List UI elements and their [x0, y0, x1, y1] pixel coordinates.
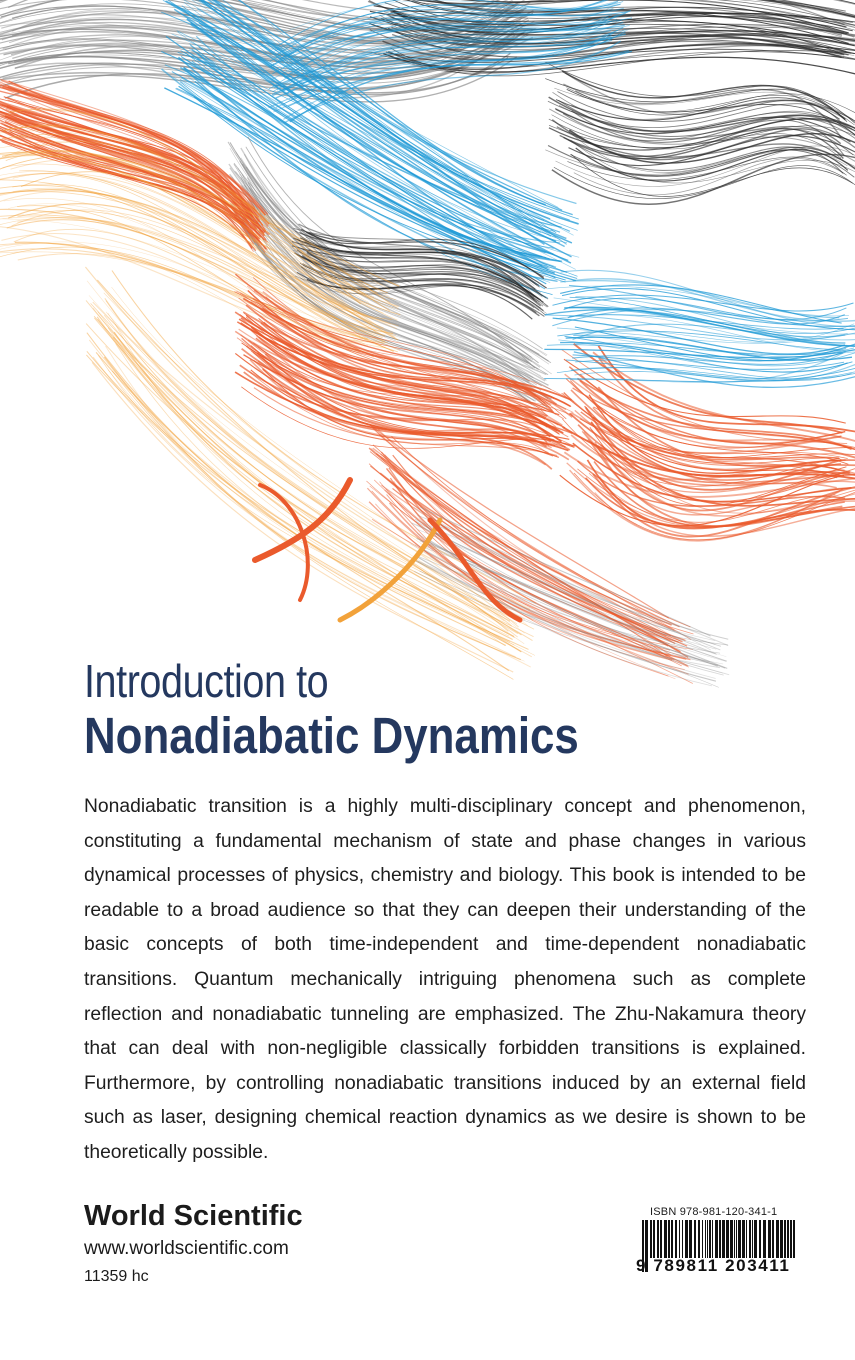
- barcode-bar: [682, 1220, 683, 1258]
- barcode-bar: [653, 1220, 655, 1258]
- barcode-bar: [790, 1220, 792, 1258]
- barcode-bar: [746, 1220, 747, 1258]
- publisher-name: World Scientific: [84, 1200, 303, 1232]
- isbn-label: ISBN 978-981-120-341-1: [650, 1206, 778, 1218]
- barcode-bar: [784, 1220, 786, 1258]
- barcode-bar: [705, 1220, 706, 1258]
- publisher-website: www.worldscientific.com: [84, 1238, 289, 1259]
- barcode-bar: [668, 1220, 670, 1258]
- barcode-bar: [715, 1220, 718, 1258]
- barcode-bar: [660, 1220, 662, 1258]
- barcode-bar: [726, 1220, 729, 1258]
- barcode-bar: [776, 1220, 779, 1258]
- barcode-bar: [734, 1220, 735, 1258]
- barcode-bar: [736, 1220, 737, 1258]
- barcode-bar: [759, 1220, 761, 1258]
- barcode-bar: [671, 1220, 673, 1258]
- barcode-bar: [650, 1220, 652, 1258]
- catalog-code: 11359 hc: [84, 1268, 149, 1285]
- barcode-bar: [698, 1220, 700, 1258]
- barcode-bar: [752, 1220, 753, 1258]
- barcode-bar: [749, 1220, 751, 1258]
- barcode-bar: [675, 1220, 677, 1258]
- barcode-bar: [679, 1220, 680, 1258]
- barcode-bar: [657, 1220, 659, 1258]
- barcode-bar: [787, 1220, 789, 1258]
- barcode-bar: [754, 1220, 757, 1258]
- barcode-bar: [707, 1220, 708, 1258]
- barcode-bar: [730, 1220, 733, 1258]
- barcode-bar: [702, 1220, 703, 1258]
- barcode-digits: 9 789811 203411: [636, 1256, 791, 1275]
- barcode-bar: [712, 1220, 713, 1258]
- barcode-bar: [763, 1220, 766, 1258]
- barcode-bar: [780, 1220, 783, 1258]
- barcode-bar: [772, 1220, 774, 1258]
- barcode-bar: [742, 1220, 745, 1258]
- book-description: Nonadiabatic transition is a highly multi-disciplinary concept and phenomenon, constituting a fundamental mechanism of state and phase changes in various dynamical processes of physics, chemistry and biology. This book is intended to be readable to a broad audience so that they can deepen their understanding of the basic concepts of both time-independent and time-dependent nonadiabatic transitions. Quantum mechanically intriguing phenomena such as complete reflection and nonadiabatic tunneling are emphasized. The Zhu-Nakamura theory that can deal with non-negligible classically forbidden transitions is explained. Furthermore, by controlling nonadiabatic transitions induced by an external field such as laser, designing chemical reaction dynamics as we desire is shown to be theoretically possible.: [84, 796, 806, 1163]
- dark-wave-right: [545, 62, 855, 204]
- barcode-bar: [689, 1220, 692, 1258]
- title-line-1: Introduction to: [84, 655, 329, 707]
- barcode-bar: [722, 1220, 725, 1258]
- barcode-bar: [768, 1220, 771, 1258]
- barcode-bar: [709, 1220, 711, 1258]
- barcode-bar: [685, 1220, 688, 1258]
- barcode-bar: [738, 1220, 741, 1258]
- barcode-bar: [664, 1220, 667, 1258]
- title-line-2: Nonadiabatic Dynamics: [84, 707, 579, 764]
- barcode-bar: [694, 1220, 696, 1258]
